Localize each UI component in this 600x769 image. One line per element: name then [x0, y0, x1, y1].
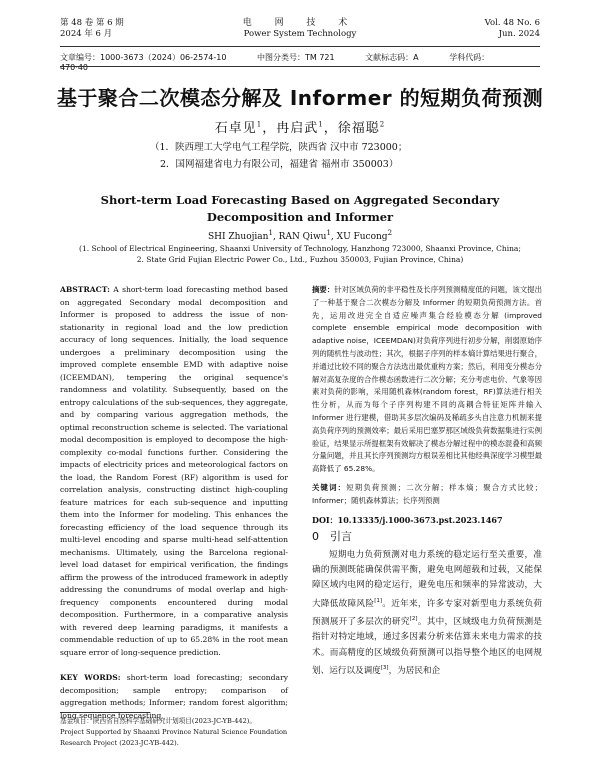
- affiliations-cn: [150, 139, 407, 173]
- keywords-cn: [312, 482, 542, 508]
- abstract-en: [60, 284, 288, 659]
- keywords-en-label: KEY WORDS:: [60, 673, 121, 682]
- affiliation-cn: 2．国网福建省电力有限公司，福建省 福州市 350003）: [160, 159, 399, 170]
- title-en-line: Short-term Load Forecasting Based on Aggregated Secondary: [100, 193, 500, 207]
- abstract-cn: [312, 284, 542, 476]
- footnote-fund-cn: 基金项目：陕西省自然科学基础研究计划项目(2023-JC-YB-442)。: [60, 717, 256, 725]
- intro-text: ，为居民和企: [388, 665, 441, 676]
- title-en: [0, 192, 600, 226]
- right-column: [312, 284, 542, 679]
- header-rule: [60, 46, 540, 47]
- doi[interactable]: DOI：10.13335/j.1000-3673.pst.2023.1467: [312, 514, 503, 525]
- affiliations-en: [0, 243, 600, 265]
- footnote: [60, 716, 288, 749]
- keywords-en-text: short-term load forecasting; secondary decomposition; sample entropy; comparison of aggregation methods; Informer; random forest algorithm; long sequence forecasting: [60, 673, 288, 720]
- author-en: SHI Zhuojian: [207, 232, 269, 242]
- abstract-cn-label: 摘要：: [312, 285, 335, 294]
- left-column: [60, 284, 288, 722]
- document-code: 文献标志码：A: [365, 53, 419, 62]
- intro-text: 。近年来，许多专家对新型电力系统负荷预测展开了多层次的研究: [312, 598, 542, 627]
- clc-number: 中图分类号：TM 721: [257, 53, 335, 62]
- keywords-cn-label: 关键词：: [312, 482, 347, 492]
- author-sup: 2: [387, 229, 393, 237]
- affiliation-en: 2. State Grid Fujian Electric Power Co., Ltd., Fuzhou 350003, Fujian Province, China): [136, 255, 464, 264]
- section-heading: 0 引言: [312, 530, 352, 544]
- author-cn: 石卓见: [214, 121, 257, 136]
- article-number: 文章编号：1000-3673（2024）06-2574-10: [60, 53, 227, 62]
- title-cn: 基于聚合二次模态分解及 Informer 的短期负荷预测: [56, 86, 544, 110]
- issue-date-en: Jun. 2024: [498, 29, 540, 39]
- author-sup: 1: [256, 120, 263, 129]
- author-sup: 1: [318, 120, 324, 129]
- title-en-line: Decomposition and Informer: [206, 210, 394, 224]
- citation[interactable]: [2]: [409, 616, 418, 623]
- author-cn: 冉启武: [276, 121, 319, 136]
- intro-text: 。其中，区域级电力负荷预测是指针对特定地域，通过多因素分析来估算未来电力需求的技术。而高精度的区域级负荷预测可以指导整个地区的电网规划、运行以及调度: [312, 616, 542, 676]
- footnote-fund-en: Project Supported by Shaanxi Province Natural Science Foundation Research Project (2023-JC-YB-442).: [60, 728, 288, 747]
- author-sup: 1: [268, 229, 273, 237]
- author-en: RAN Qiwu: [278, 232, 327, 242]
- citation[interactable]: [3]: [380, 665, 389, 672]
- volume-no-en: Vol. 48 No. 6: [484, 18, 540, 28]
- journal-name-en: Power System Technology: [243, 29, 357, 39]
- affiliation-en: (1. School of Electrical Engineering, Shaanxi University of Technology, Hanzhong 723000, Shaanxi Province, China;: [79, 244, 521, 253]
- author-cn: 徐福聪: [337, 121, 380, 136]
- running-header: [60, 18, 540, 48]
- abstract-en-label: ABSTRACT:: [60, 285, 110, 294]
- article-meta: [60, 52, 540, 72]
- intro-paragraph: [312, 548, 542, 680]
- subject-code: 学科代码：470·40: [60, 53, 490, 72]
- keywords-cn-text: 短期负荷预测；二次分解；样本熵；聚合方式比较；Informer；随机森林算法；长序列预测: [312, 482, 542, 505]
- keywords-en: [60, 672, 288, 722]
- author-en: XU Fucong: [336, 232, 388, 242]
- issue-date-cn: 2024 年 6 月: [60, 29, 113, 39]
- author-sup: 1: [326, 229, 331, 237]
- affiliation-cn: （1．陕西理工大学电气工程学院，陕西省 汉中市 723000；: [150, 142, 408, 153]
- journal-name-cn: 电 网 技 术: [242, 18, 358, 28]
- authors-cn: 石卓见$^1$，冉启武$^1$，徐福聪$^2$: [214, 120, 386, 136]
- abstract-cn-text: 针对区域负荷的非平稳性及长序列预测精度低的问题，该文提出了一种基于聚合二次模态分解及 Informer 的短期负荷预测方法。首先，运用改进完全自适应噪声集合经验模态分解 (improved complete ensemble empirical mode decomposition with adaptive noise，ICEEMDAN)对负荷序列进行初步分解，削弱原始序列的随机性与波动性；其次，根据子序列的样本熵计算结果进行聚合，并通过比较不同的聚合方法选出最优重构方案；然后，利用变分模态分解对高复杂度的合作模态函数进行二次分解；充分考虑电价、气象等因素对负荷的影响，采用随机森林(random forest，RF)算法进行相关性分析，从而为每个子序列构建不同的高耦合特征矩阵并输入 Informer 进行建模，借助其多层次编码及稀疏多头自注意力机制来提高负荷序列的预测效率；最后采用巴塞罗那区域级负荷数据集进行实例验证，结果显示所提框架有效解决了模态分解过程中的模态混叠和高频分量问题，并且其长序列预测均方根误差相比其他经典深度学习模型最高降低了 65.28%。: [312, 285, 542, 474]
- authors-en: SHI Zhuojian$^1$, RAN Qiwu$^1$, XU Fucong$^2$: [207, 229, 393, 242]
- footnote-rule: [60, 712, 150, 713]
- volume-issue: 第 48 卷 第 6 期: [60, 18, 124, 28]
- abstract-en-text: A short-term load forecasting method based on aggregated Secondary modal decomposition and Informer is proposed to address the issue of non-stationarity in regional load and the low prediction accuracy of long sequences. Initially, the load sequence undergoes a preliminary decomposition using the improved complete ensemble EMD with adaptive noise (ICEEMDAN), tempering the original sequence's randomness and volatility. Subsequently, based on the entropy calculations of the sub-sequences, they aggregate, and by comparing various aggregation methods, the optimal reconstruction scheme is selected. The variational modal decomposition is employed to decompose the high-complexity co-modal functions further. Considering the impacts of electricity prices and meteorological factors on the load, the Random Forest (RF) algorithm is used for correlation analysis, constructing distinct high-coupling feature matrices for each sub-sequence and inputting them into the Informer for modeling. This enhances the forecasting efficiency of the load sequence through its multi-level encoding and sparse multi-head self-attention mechanisms. Ultimately, using the Barcelona regional-level load dataset for empirical verification, the findings affirm the prowess of the introduced framework in adeptly addressing the conundrums of modal overlap and high-frequency components encountered during modal decomposition. Furthermore, in a comparative analysis with revered deep learning paradigms, it manifests a commendable reduction of up to 65.28% in the root mean square error of long-sequence prediction.: [60, 285, 288, 657]
- header-right: [485, 18, 540, 40]
- author-sup: 2: [379, 120, 386, 129]
- citation[interactable]: [1]: [374, 597, 383, 604]
- intro-text: 短期电力负荷预测对电力系统的稳定运行至关重要，准确的预测既能确保供需平衡，避免电网超载和过载，又能保障区域内电网的稳定运行，避免电压和频率的异常波动，大大降低故障风险: [312, 549, 542, 609]
- meta-rule: [60, 66, 540, 67]
- header-center: [60, 18, 540, 40]
